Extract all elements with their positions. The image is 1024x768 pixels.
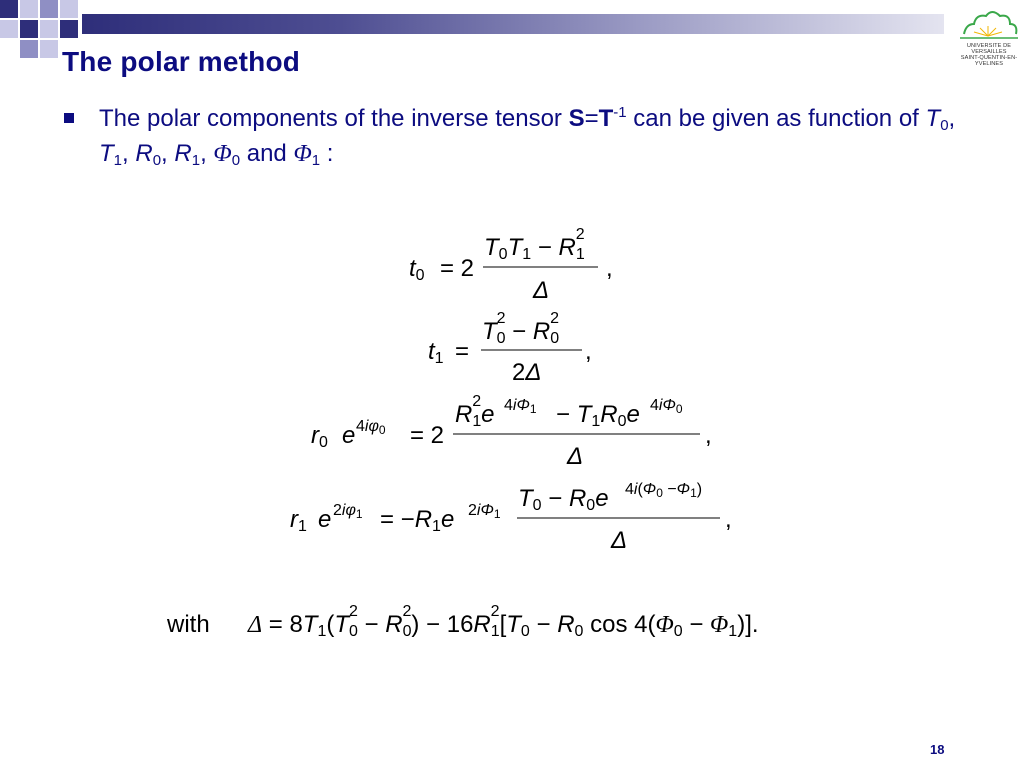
logo-line-2: SAINT-QUENTIN-EN-YVELINES <box>960 55 1018 67</box>
equation-r0 <box>311 393 712 470</box>
svg-text:e: e <box>318 506 332 533</box>
bullet-text-part-2: can be given as function of <box>626 105 926 132</box>
svg-text:r0: r0 <box>311 422 328 451</box>
var-Phi1: Φ <box>293 141 312 167</box>
svg-text:= 2: = 2 <box>440 255 475 282</box>
svg-text:t0: t0 <box>409 255 425 284</box>
bullet-end: : <box>320 140 334 167</box>
equation-t0 <box>409 226 613 304</box>
equation-delta <box>166 603 759 640</box>
var-T1-sub: 1 <box>113 152 123 169</box>
svg-text:T02 − R02: T02 − R02 <box>482 310 560 347</box>
svg-text:T0 − R0e: T0 − R0e <box>518 485 609 514</box>
svg-text:= 2: = 2 <box>410 422 445 449</box>
var-R0: R <box>135 140 153 167</box>
symbol-equals: = <box>584 105 599 132</box>
svg-text:,: , <box>705 422 712 449</box>
svg-text:Δ: Δ <box>611 527 628 554</box>
var-Phi1-sub: 1 <box>311 152 321 169</box>
svg-text:e: e <box>342 422 356 449</box>
svg-text:4iΦ0: 4iΦ0 <box>650 397 683 416</box>
svg-text:4i(Φ0 −Φ1): 4i(Φ0 −Φ1) <box>625 481 703 500</box>
svg-text:2iΦ1: 2iΦ1 <box>468 502 501 521</box>
var-R1-sub: 1 <box>191 152 201 169</box>
var-R0-sub: 0 <box>152 152 162 169</box>
bullet-text: The polar components of the inverse tensor $S=T^{-1}$ can be given as function of $T_0$, $T_1$, $R_0$, $R_1$, $\Phi_0$ and $\Phi_1$ : <box>99 104 956 169</box>
svg-text:− T1R0e: − T1R0e <box>556 401 640 430</box>
var-Phi0: Φ <box>213 141 232 167</box>
equation-r1 <box>290 481 732 554</box>
equation-t1 <box>428 310 592 386</box>
slide-title: The polar method <box>62 46 301 77</box>
svg-text:Δ = 8T1(T02 − R02) − 16R12[T0: Δ = 8T1(T02 − R02) − 16R12[T0 − R0 cos 4(Φ0 − Φ1)]. <box>248 603 759 640</box>
svg-text:,: , <box>606 255 613 282</box>
var-Phi0-sub: 0 <box>231 152 241 169</box>
svg-text:Δ: Δ <box>533 277 550 304</box>
svg-text:4iΦ1: 4iΦ1 <box>504 397 537 416</box>
svg-text:r1: r1 <box>290 506 307 535</box>
logo-line-1: UNIVERSITE DE VERSAILLES <box>966 43 1012 55</box>
svg-text:t1: t1 <box>428 338 444 367</box>
symbol-exponent: -1 <box>613 104 627 121</box>
symbol-T: T <box>598 105 614 132</box>
svg-text:4iφ0: 4iφ0 <box>356 418 386 437</box>
bullet-and: and <box>240 140 294 167</box>
svg-text:=: = <box>455 338 470 365</box>
symbol-S: S <box>568 105 585 132</box>
var-R1: R <box>174 140 192 167</box>
svg-text:2Δ: 2Δ <box>512 359 542 386</box>
svg-text:2iφ1: 2iφ1 <box>333 502 363 521</box>
slide-number: 18 <box>930 742 945 757</box>
var-T0-sub: 0 <box>940 117 949 134</box>
svg-text:R12e: R12e <box>455 393 495 430</box>
svg-text:T0T1 − R12: T0T1 − R12 <box>484 226 585 263</box>
bullet-text-part-1: The polar components of the inverse tensor <box>99 105 569 132</box>
var-T1: T <box>99 140 114 167</box>
svg-text:,: , <box>725 506 732 533</box>
svg-text:,: , <box>585 338 592 365</box>
svg-text:= −R1e: = −R1e <box>380 506 455 535</box>
var-T0: T <box>925 105 941 132</box>
svg-text:Δ: Δ <box>567 443 584 470</box>
with-label: with <box>167 611 210 638</box>
